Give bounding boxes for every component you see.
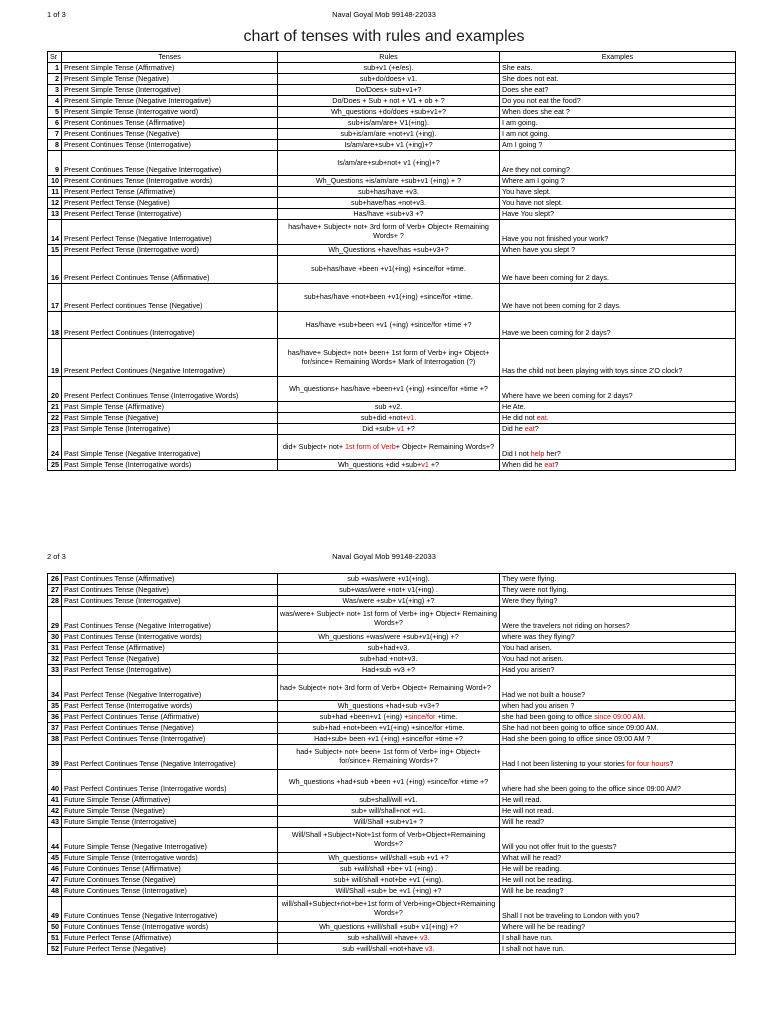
tense-example: when had you arisen ? [500, 701, 736, 712]
table-row [48, 886, 736, 897]
tense-rule: sub+shall/will +v1. [278, 795, 500, 806]
tense-example: Where have we been coming for 2 days? [500, 377, 736, 402]
table-row [48, 63, 736, 74]
row-number: 23 [48, 424, 62, 435]
tense-example: where had she been going to the office since 09:00 AM? [500, 770, 736, 795]
table-row [48, 151, 736, 176]
tense-example: They were flying. [500, 574, 736, 585]
table-row [48, 944, 736, 955]
tense-rule: sub+had +not+been +v1(+ing) +since/for +time. [278, 723, 500, 734]
tense-example: Does she eat? [500, 85, 736, 96]
row-number: 30 [48, 632, 62, 643]
row-number: 24 [48, 435, 62, 460]
tense-name: Future Continues Tense (Interrogative) [62, 886, 278, 897]
tenses-table-page1 [47, 51, 736, 471]
tense-example: I shall have run. [500, 933, 736, 944]
row-number: 49 [48, 897, 62, 922]
tense-example: Where am I going ? [500, 176, 736, 187]
tense-name: Future Continues Tense (Negative) [62, 875, 278, 886]
table-row [48, 377, 736, 402]
tense-rule: Wh_questions +was/were +sub+v1(+ing) +? [278, 632, 500, 643]
tense-name: Present Continues Tense (Affirmative) [62, 118, 278, 129]
tense-example: Had she been going to office since 09:00 AM ? [500, 734, 736, 745]
tense-rule: sub+is/am/are+ V1(+ing). [278, 118, 500, 129]
tense-rule: Wh_questions+ has/have +been+v1 (+ing) +since/for +time +? [278, 377, 500, 402]
table-row [48, 284, 736, 312]
tense-name: Past Perfect Tense (Negative Interrogative) [62, 676, 278, 701]
tense-name: Present Perfect Continues Tense (Interrogative Words) [62, 377, 278, 402]
tense-example: I am going. [500, 118, 736, 129]
tense-rule: sub+was/were +not+ v1(+ing) . [278, 585, 500, 596]
row-number: 25 [48, 460, 62, 471]
row-number: 3 [48, 85, 62, 96]
tense-example: Are they not coming? [500, 151, 736, 176]
tense-example: He will not be reading. [500, 875, 736, 886]
tense-rule: did+ Subject+ not+ 1st form of Verb+ Object+ Remaining Words+? [278, 435, 500, 460]
tense-name: Present Simple Tense (Interrogative word) [62, 107, 278, 118]
tense-rule: had+ Subject+ not+ 3rd form of Verb+ Object+ Remaining Word+? [278, 676, 500, 701]
table-row [48, 875, 736, 886]
tense-name: Present Continues Tense (Interrogative) [62, 140, 278, 151]
tense-rule: Had+sub +v3 +? [278, 665, 500, 676]
tense-rule: sub+has/have +v3. [278, 187, 500, 198]
table-row [48, 74, 736, 85]
row-number: 33 [48, 665, 62, 676]
tense-example: Has the child not been playing with toys since 2'O clock? [500, 339, 736, 377]
table-row [48, 734, 736, 745]
highlighted-text: eat [536, 413, 547, 423]
table-row [48, 339, 736, 377]
tense-rule: Is/am/are+sub+not+ v1 (+ing)+? [278, 151, 500, 176]
table-row [48, 118, 736, 129]
tense-name: Present Perfect Tense (Negative Interrogative) [62, 220, 278, 245]
table-row [48, 607, 736, 632]
tense-rule: sub+had+v3. [278, 643, 500, 654]
tense-example: You had arisen. [500, 643, 736, 654]
row-number: 4 [48, 96, 62, 107]
tense-example: I shall not have run. [500, 944, 736, 955]
tense-example: Have we been coming for 2 days? [500, 312, 736, 339]
tense-name: Past Continues Tense (Affirmative) [62, 574, 278, 585]
tense-rule: Was/were +sub+ v1(+ing) +? [278, 596, 500, 607]
tense-name: Future Perfect Tense (Affirmative) [62, 933, 278, 944]
tense-example: You had not arisen. [500, 654, 736, 665]
tense-example: What will he read? [500, 853, 736, 864]
row-number: 52 [48, 944, 62, 955]
tense-name: Present Perfect Continues (Interrogative) [62, 312, 278, 339]
tense-example: Did he eat? [500, 424, 736, 435]
table-row [48, 806, 736, 817]
tense-rule: sub+has/have +been +v1(+ing) +since/for +time. [278, 256, 500, 284]
tense-name: Past Perfect Continues Tense (Negative Interrogative) [62, 745, 278, 770]
tense-name: Present Perfect Tense (Affirmative) [62, 187, 278, 198]
highlighted-text: v1 [421, 459, 429, 469]
table-row [48, 245, 736, 256]
table-row [48, 198, 736, 209]
table-row [48, 701, 736, 712]
tense-name: Past Simple Tense (Interrogative) [62, 424, 278, 435]
table-row [48, 632, 736, 643]
tense-example: Will you not offer fruit to the guests? [500, 828, 736, 853]
tense-example: Do you not eat the food? [500, 96, 736, 107]
highlighted-text: eat [544, 460, 555, 470]
tense-name: Future Continues Tense (Affirmative) [62, 864, 278, 875]
tense-name: Future Simple Tense (Negative Interrogative) [62, 828, 278, 853]
highlighted-text: v3. [424, 943, 435, 953]
tense-name: Present Continues Tense (Interrogative words) [62, 176, 278, 187]
tense-example: Had you arisen? [500, 665, 736, 676]
table-row [48, 745, 736, 770]
tense-rule: sub +will/shall +be+ v1 (+ing) . [278, 864, 500, 875]
tense-example: Had we not built a house? [500, 676, 736, 701]
tense-example: He will be reading. [500, 864, 736, 875]
row-number: 5 [48, 107, 62, 118]
table-row [48, 176, 736, 187]
tense-rule: sub+do/does+ v1. [278, 74, 500, 85]
table-body [48, 63, 736, 471]
table-header-row [48, 52, 736, 63]
row-number: 19 [48, 339, 62, 377]
tense-rule: Wh_Questions +is/am/are +sub+v1 (+ing) + ? [278, 176, 500, 187]
highlighted-text: help [530, 449, 545, 459]
tense-name: Present Perfect Tense (Interrogative word) [62, 245, 278, 256]
table-row [48, 107, 736, 118]
row-number: 22 [48, 413, 62, 424]
table-row [48, 853, 736, 864]
row-number: 20 [48, 377, 62, 402]
table-row [48, 795, 736, 806]
tense-name: Future Continues Tense (Interrogative words) [62, 922, 278, 933]
highlighted-text: v1. [406, 412, 417, 422]
row-number: 10 [48, 176, 62, 187]
tenses-table-page2 [47, 573, 736, 955]
tense-name: Future Simple Tense (Interrogative words) [62, 853, 278, 864]
tense-example: Where will he be reading? [500, 922, 736, 933]
tense-rule: Will/Shall +sub+v1+ ? [278, 817, 500, 828]
header-contact-2: Naval Goyal Mob 99148-22033 [332, 552, 436, 561]
row-number: 2 [48, 74, 62, 85]
tense-example: Were the travelers not riding on horses? [500, 607, 736, 632]
row-number: 46 [48, 864, 62, 875]
row-number: 12 [48, 198, 62, 209]
tense-example: Will he read? [500, 817, 736, 828]
tense-name: Past Continues Tense (Interrogative words) [62, 632, 278, 643]
tense-name: Future Continues Tense (Negative Interrogative) [62, 897, 278, 922]
row-number: 29 [48, 607, 62, 632]
table-row [48, 85, 736, 96]
table-row [48, 413, 736, 424]
row-number: 31 [48, 643, 62, 654]
highlighted-text: since 09:00 AM. [594, 712, 646, 722]
tense-rule: sub +shall/will +have+ v3. [278, 933, 500, 944]
column-header-rules: Rules [278, 52, 500, 63]
tense-rule: Has/have +sub+been +v1 (+ing) +since/for +time +? [278, 312, 500, 339]
tense-rule: Is/am/are+sub+ v1 (+ing)+? [278, 140, 500, 151]
tense-example: she had been going to office since 09:00 AM. [500, 712, 736, 723]
tense-example: You have slept. [500, 187, 736, 198]
row-number: 28 [48, 596, 62, 607]
row-number: 9 [48, 151, 62, 176]
tense-example: She eats. [500, 63, 736, 74]
table-row [48, 676, 736, 701]
row-number: 44 [48, 828, 62, 853]
highlighted-text: for four hours [626, 759, 670, 769]
row-number: 11 [48, 187, 62, 198]
tense-rule: sub+is/am/are +not+v1 (+ing). [278, 129, 500, 140]
tense-name: Past Perfect Tense (Interrogative) [62, 665, 278, 676]
row-number: 35 [48, 701, 62, 712]
table-row [48, 897, 736, 922]
tense-name: Present Perfect Continues (Negative Interrogative) [62, 339, 278, 377]
tense-name: Future Simple Tense (Interrogative) [62, 817, 278, 828]
tense-example: Will he be reading? [500, 886, 736, 897]
tense-example: When does she eat ? [500, 107, 736, 118]
tense-rule: has/have+ Subject+ not+ 3rd form of Verb+ Object+ Remaining Words+ ? [278, 220, 500, 245]
tense-name: Present Continues Tense (Negative) [62, 129, 278, 140]
tense-name: Past Perfect Tense (Interrogative words) [62, 701, 278, 712]
table-row [48, 140, 736, 151]
highlighted-text: 1st form of Verb [345, 441, 396, 451]
column-header-sr: Sr [48, 52, 62, 63]
tense-name: Past Continues Tense (Interrogative) [62, 596, 278, 607]
document-title: chart of tenses with rules and examples [243, 28, 525, 45]
table-row [48, 922, 736, 933]
tense-name: Present Simple Tense (Negative Interrogative) [62, 96, 278, 107]
tense-rule: sub+v1 (+e/es). [278, 63, 500, 74]
row-number: 48 [48, 886, 62, 897]
tense-name: Future Perfect Tense (Negative) [62, 944, 278, 955]
tense-name: Present Continues Tense (Negative Interrogative) [62, 151, 278, 176]
table-row [48, 665, 736, 676]
highlighted-text: eat [524, 424, 535, 434]
table-row [48, 654, 736, 665]
highlighted-text: v1 [396, 423, 405, 433]
tense-rule: Wh_questions +had+sub +been +v1 (+ing) +since/for +time +? [278, 770, 500, 795]
table-row [48, 817, 736, 828]
row-number: 43 [48, 817, 62, 828]
tense-name: Past Perfect Continues Tense (Negative) [62, 723, 278, 734]
tense-example: Shall I not be traveling to London with you? [500, 897, 736, 922]
row-number: 32 [48, 654, 62, 665]
table-row [48, 460, 736, 471]
row-number: 39 [48, 745, 62, 770]
page-header-2 [0, 550, 768, 564]
table-row [48, 424, 736, 435]
tense-example: Have you not finished your work? [500, 220, 736, 245]
tense-example: He Ate. [500, 402, 736, 413]
table-row [48, 96, 736, 107]
table-row [48, 585, 736, 596]
tense-name: Present Simple Tense (Affirmative) [62, 63, 278, 74]
tense-name: Past Perfect Tense (Negative) [62, 654, 278, 665]
tense-rule: sub+had +been+v1 (+ing) +since/for +time. [278, 712, 500, 723]
tense-name: Past Simple Tense (Affirmative) [62, 402, 278, 413]
tense-rule: had+ Subject+ not+ been+ 1st form of Verb+ ing+ Object+ for/since+ Remaining Words+? [278, 745, 500, 770]
row-number: 21 [48, 402, 62, 413]
highlighted-text: since/for [408, 711, 436, 721]
table-row [48, 574, 736, 585]
tense-rule: sub +was/were +v1(+ing). [278, 574, 500, 585]
tense-name: Past Continues Tense (Negative) [62, 585, 278, 596]
tense-rule: Will/Shall +sub+ be +v1 (+ing) +? [278, 886, 500, 897]
row-number: 18 [48, 312, 62, 339]
tense-rule: sub +v2. [278, 402, 500, 413]
tense-example: Have You slept? [500, 209, 736, 220]
tense-name: Past Simple Tense (Negative) [62, 413, 278, 424]
tense-rule: Will/Shall +Subject+Not+1st form of Verb+Object+Remaining Words+? [278, 828, 500, 853]
tense-rule: sub+have/has +not+v3. [278, 198, 500, 209]
row-number: 17 [48, 284, 62, 312]
column-header-tenses: Tenses [62, 52, 278, 63]
table-row [48, 864, 736, 875]
tense-rule: Wh_questions +will/shall +sub+ v1(+ing) +? [278, 922, 500, 933]
tense-example: She had not been going to office since 09:00 AM. [500, 723, 736, 734]
tense-example: They were not flying. [500, 585, 736, 596]
tense-example: Did I not help her? [500, 435, 736, 460]
tense-example: where was they flying? [500, 632, 736, 643]
table-row [48, 220, 736, 245]
page-number: 1 of 3 [47, 10, 66, 19]
table-row [48, 933, 736, 944]
tense-rule: has/have+ Subject+ not+ been+ 1st form of Verb+ ing+ Object+ for/since+ Remaining Words+ Mark of Interrogation (?) [278, 339, 500, 377]
table-row [48, 256, 736, 284]
row-number: 51 [48, 933, 62, 944]
tense-example: When did he eat? [500, 460, 736, 471]
table-body-2 [48, 574, 736, 955]
tense-name: Future Simple Tense (Affirmative) [62, 795, 278, 806]
tense-example: He will not read. [500, 806, 736, 817]
row-number: 8 [48, 140, 62, 151]
tense-example: We have not been coming for 2 days. [500, 284, 736, 312]
tense-name: Past Simple Tense (Negative Interrogative) [62, 435, 278, 460]
tense-example: I am not going. [500, 129, 736, 140]
row-number: 41 [48, 795, 62, 806]
tense-name: Past Perfect Continues Tense (Affirmative) [62, 712, 278, 723]
row-number: 45 [48, 853, 62, 864]
row-number: 47 [48, 875, 62, 886]
tense-name: Past Simple Tense (Interrogative words) [62, 460, 278, 471]
row-number: 26 [48, 574, 62, 585]
table-row [48, 435, 736, 460]
tense-example: He will read. [500, 795, 736, 806]
tense-name: Past Perfect Continues Tense (Interrogative) [62, 734, 278, 745]
tense-rule: will/shall+Subject+not+be+1st form of Verb+ing+Object+Remaining Words+? [278, 897, 500, 922]
table-row [48, 828, 736, 853]
table-row [48, 402, 736, 413]
table-row [48, 596, 736, 607]
tense-rule: sub +will/shall +not+have v3. [278, 944, 500, 955]
tense-name: Present Perfect continues Tense (Negative) [62, 284, 278, 312]
tense-name: Present Simple Tense (Negative) [62, 74, 278, 85]
page-header [0, 8, 768, 22]
row-number: 6 [48, 118, 62, 129]
row-number: 1 [48, 63, 62, 74]
tense-example: Had I not been listening to your stories for four hours? [500, 745, 736, 770]
row-number: 13 [48, 209, 62, 220]
tense-name: Past Perfect Continues Tense (Interrogative words) [62, 770, 278, 795]
tense-rule: Wh_questions +do/does +sub+v1+? [278, 107, 500, 118]
table-row [48, 209, 736, 220]
row-number: 37 [48, 723, 62, 734]
tense-example: Am I going ? [500, 140, 736, 151]
tense-rule: Do/Does+ sub+v1+? [278, 85, 500, 96]
tense-rule: sub+has/have +not+been +v1(+ing) +since/for +time. [278, 284, 500, 312]
row-number: 7 [48, 129, 62, 140]
tense-name: Present Simple Tense (Interrogative) [62, 85, 278, 96]
tense-rule: sub+did +not+v1. [278, 413, 500, 424]
tense-example: You have not slept. [500, 198, 736, 209]
row-number: 34 [48, 676, 62, 701]
tense-rule: sub+ will/shall+not +v1. [278, 806, 500, 817]
row-number: 40 [48, 770, 62, 795]
table-row [48, 129, 736, 140]
tense-name: Present Perfect Tense (Negative) [62, 198, 278, 209]
highlighted-text: v3. [419, 932, 430, 942]
tense-rule: was/were+ Subject+ not+ 1st form of Verb+ ing+ Object+ Remaining Words+? [278, 607, 500, 632]
row-number: 38 [48, 734, 62, 745]
tense-example: Were they flying? [500, 596, 736, 607]
table-row [48, 723, 736, 734]
tense-name: Present Perfect Tense (Interrogative) [62, 209, 278, 220]
tense-rule: Wh_questions +had+sub +v3+? [278, 701, 500, 712]
tense-rule: Wh_questions+ will/shall +sub +v1 +? [278, 853, 500, 864]
row-number: 36 [48, 712, 62, 723]
tense-rule: sub+ will/shall +not+be +v1 (+ing). [278, 875, 500, 886]
row-number: 14 [48, 220, 62, 245]
tense-name: Future Simple Tense (Negative) [62, 806, 278, 817]
tense-name: Present Perfect Continues Tense (Affirmative) [62, 256, 278, 284]
tense-rule: Had+sub+ been +v1 (+ing) +since/for +time +? [278, 734, 500, 745]
tense-name: Past Continues Tense (Negative Interrogative) [62, 607, 278, 632]
tense-rule: Wh_Questions +have/has +sub+v3+? [278, 245, 500, 256]
tense-example: She does not eat. [500, 74, 736, 85]
row-number: 27 [48, 585, 62, 596]
tense-example: He did not eat. [500, 413, 736, 424]
table-row [48, 770, 736, 795]
header-contact: Naval Goyal Mob 99148-22033 [332, 10, 436, 19]
table-row [48, 712, 736, 723]
tense-rule: Wh_questions +did +sub+v1 +? [278, 460, 500, 471]
tense-rule: sub+had +not+v3. [278, 654, 500, 665]
row-number: 16 [48, 256, 62, 284]
tense-rule: Did +sub+ v1 +? [278, 424, 500, 435]
row-number: 42 [48, 806, 62, 817]
tense-example: We have been coming for 2 days. [500, 256, 736, 284]
row-number: 50 [48, 922, 62, 933]
page-number-2: 2 of 3 [47, 552, 66, 561]
tense-name: Past Perfect Tense (Affirmative) [62, 643, 278, 654]
tense-example: When have you slept ? [500, 245, 736, 256]
row-number: 15 [48, 245, 62, 256]
tense-rule: Has/have +sub+v3 +? [278, 209, 500, 220]
table-row [48, 187, 736, 198]
column-header-examples: Examples [500, 52, 736, 63]
table-row [48, 312, 736, 339]
tense-rule: Do/Does + Sub + not + V1 + ob + ? [278, 96, 500, 107]
table-row [48, 643, 736, 654]
